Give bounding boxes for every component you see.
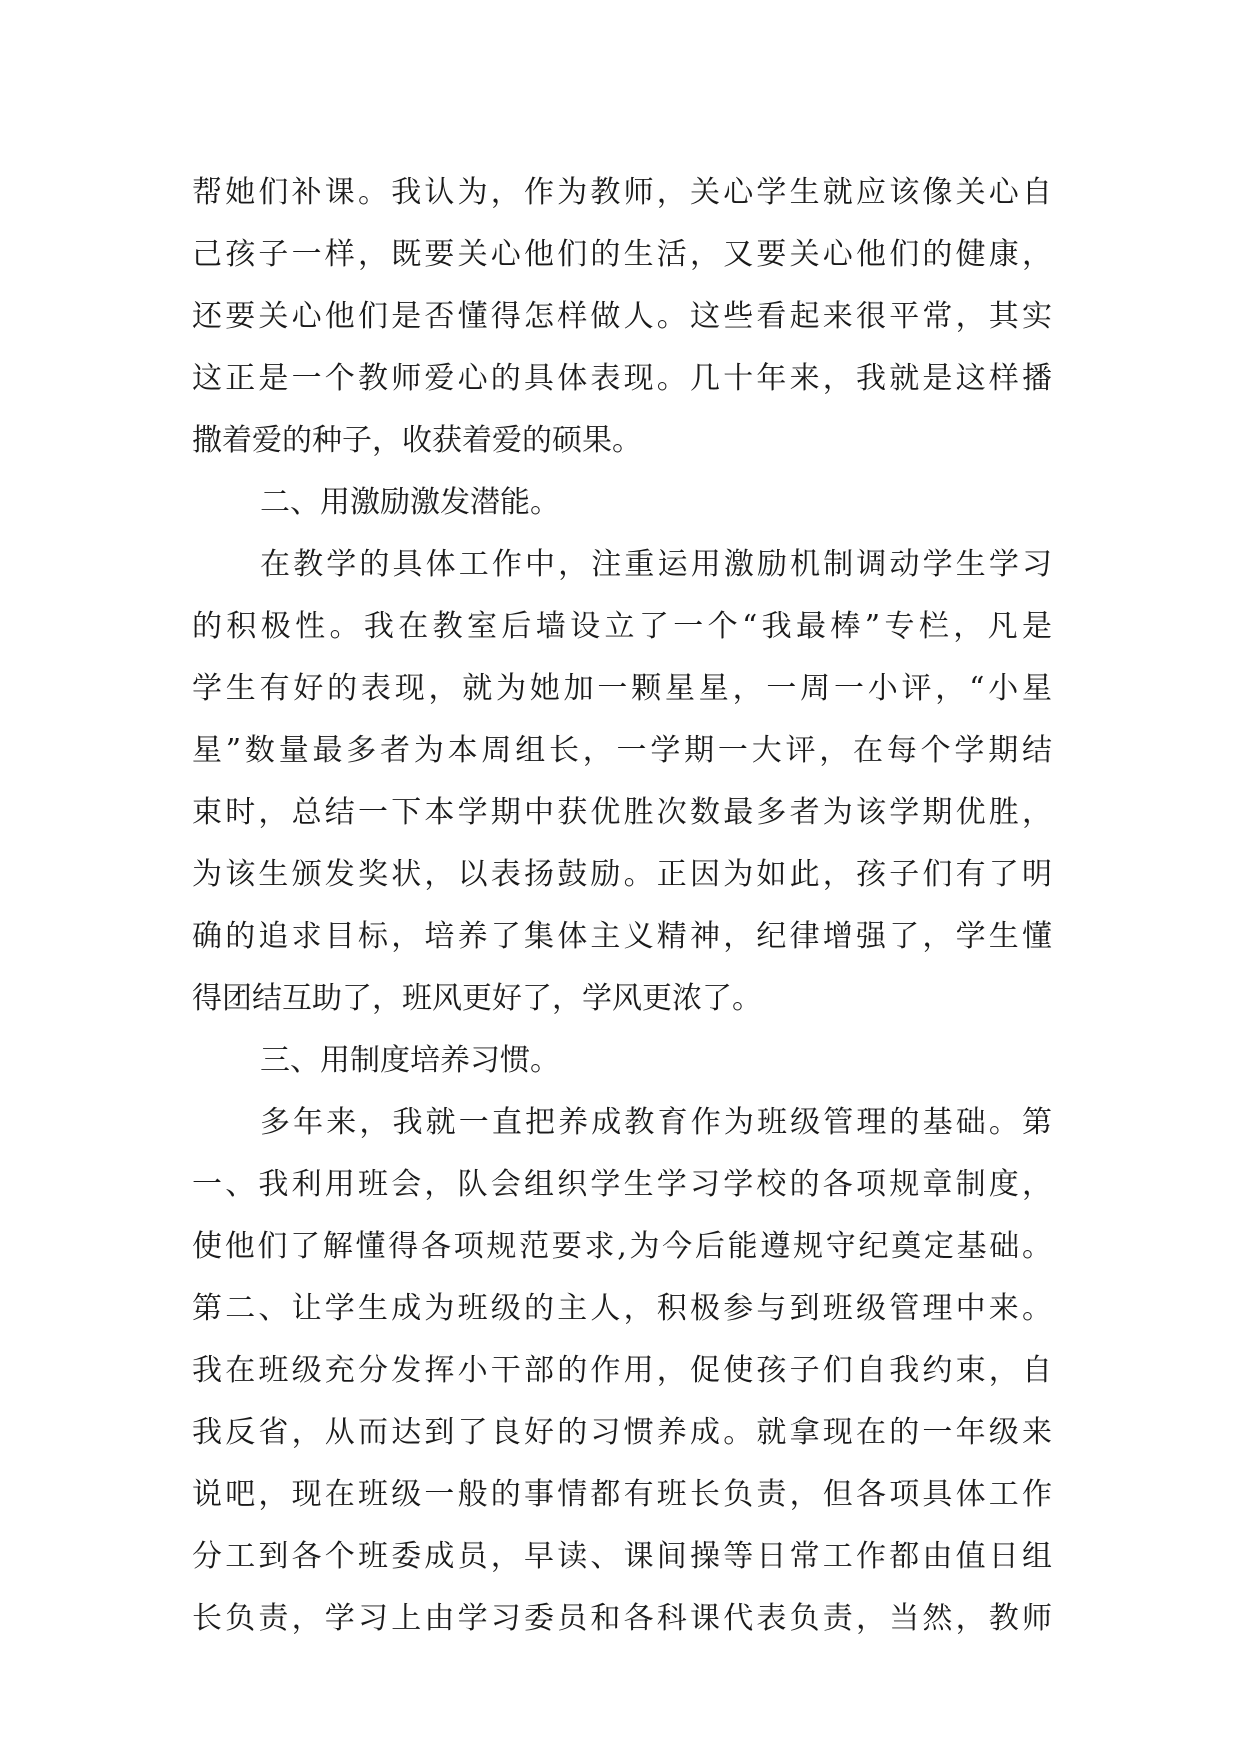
text-line: 还要关心他们是否懂得怎样做人。这些看起来很平常，其实 bbox=[192, 299, 1052, 334]
text-line: 星”数量最多者为本周组长，一学期一大评，在每个学期结 bbox=[192, 733, 1052, 768]
text-line: 确的追求目标，培养了集体主义精神，纪律增强了，学生懂 bbox=[192, 919, 1052, 954]
text-line: 我在班级充分发挥小干部的作用，促使孩子们自我约束，自 bbox=[192, 1353, 1052, 1388]
text-line: 己孩子一样，既要关心他们的生活，又要关心他们的健康， bbox=[192, 237, 1052, 272]
body-text bbox=[192, 162, 1052, 1650]
text-line: 二、用激励激发潜能。 bbox=[260, 485, 560, 520]
text-line: 说吧，现在班级一般的事情都有班长负责，但各项具体工作 bbox=[192, 1477, 1052, 1512]
text-line: 多年来，我就一直把养成教育作为班级管理的基础。第 bbox=[260, 1105, 1052, 1140]
text-line: 长负责，学习上由学习委员和各科课代表负责，当然，教师 bbox=[192, 1601, 1052, 1636]
text-line: 的积极性。我在教室后墙设立了一个“我最棒”专栏，凡是 bbox=[192, 609, 1052, 644]
text-line: 撒着爱的种子，收获着爱的硕果。 bbox=[192, 423, 642, 458]
text-line: 一、我利用班会，队会组织学生学习学校的各项规章制度， bbox=[192, 1167, 1052, 1202]
text-line: 我反省，从而达到了良好的习惯养成。就拿现在的一年级来 bbox=[192, 1415, 1052, 1450]
text-line: 使他们了解懂得各项规范要求,为今后能遵规守纪奠定基础。 bbox=[192, 1229, 1052, 1264]
text-line: 第二、让学生成为班级的主人，积极参与到班级管理中来。 bbox=[192, 1291, 1052, 1326]
text-line: 分工到各个班委成员，早读、课间操等日常工作都由值日组 bbox=[192, 1539, 1052, 1574]
text-line: 三、用制度培养习惯。 bbox=[260, 1043, 560, 1078]
text-line: 得团结互助了，班风更好了，学风更浓了。 bbox=[192, 981, 762, 1016]
text-line: 为该生颁发奖状，以表扬鼓励。正因为如此，孩子们有了明 bbox=[192, 857, 1052, 892]
text-line: 帮她们补课。我认为，作为教师，关心学生就应该像关心自 bbox=[192, 175, 1052, 210]
text-line: 在教学的具体工作中，注重运用激励机制调动学生学习 bbox=[260, 547, 1052, 582]
text-line: 束时，总结一下本学期中获优胜次数最多者为该学期优胜， bbox=[192, 795, 1052, 830]
text-line: 学生有好的表现，就为她加一颗星星，一周一小评，“小星 bbox=[192, 671, 1052, 706]
text-line: 这正是一个教师爱心的具体表现。几十年来，我就是这样播 bbox=[192, 361, 1052, 396]
